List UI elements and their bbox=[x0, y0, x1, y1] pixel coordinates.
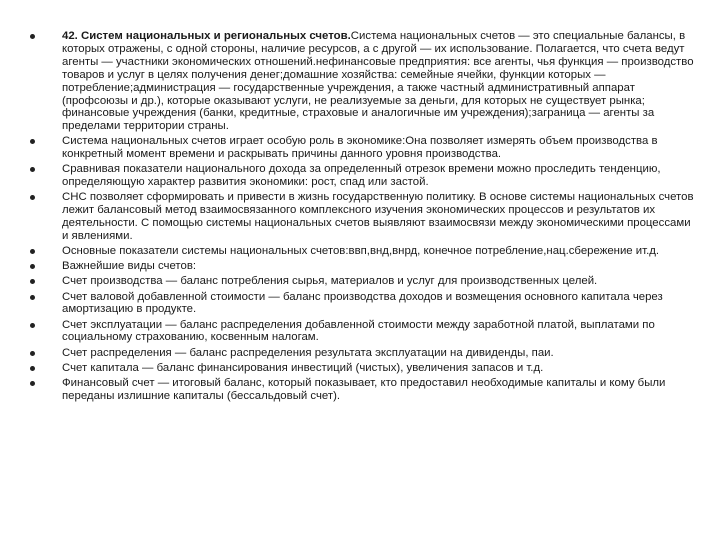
bullet-item bbox=[0, 163, 720, 189]
bullet-text: Система национальных счетов играет особую роль в экономике:Она позволяет измерять объем производства в конкретный момент времени и раскрывать причины данного уровня производства. bbox=[62, 135, 658, 161]
bullet-dot-icon bbox=[30, 195, 35, 200]
section-title: 42. Систем национальных и региональных счетов. bbox=[62, 30, 351, 42]
bullet-dot-icon bbox=[30, 323, 35, 328]
bullet-item bbox=[0, 347, 720, 360]
bullet-item bbox=[0, 362, 720, 375]
bullet-text: Важнейшие виды счетов: bbox=[62, 260, 197, 273]
bullet-dot-icon bbox=[30, 264, 35, 269]
bullet-item bbox=[0, 319, 720, 345]
bullet-text: Счет эксплуатации — баланс распределения добавленной стоимости между заработной платой, выплатами по социальному страхованию, косвенным налогам. bbox=[62, 318, 655, 344]
bullet-text: Основные показатели системы национальных счетов:ввп,внд,внрд, конечное потребление,нац.сбережение ит.д. bbox=[62, 245, 660, 258]
bullet-item bbox=[0, 377, 720, 403]
bullet-item bbox=[0, 291, 720, 317]
bullet-dot-icon bbox=[30, 34, 35, 39]
bullet-dot-icon bbox=[30, 249, 35, 254]
bullet-text: Сравнивая показатели национального дохода за определенный отрезок времени можно проследить тенденцию, определяющую характер развития экономики: рост, спад или застой. bbox=[62, 163, 661, 189]
bullet-text: Счет производства — баланс потребления сырья, материалов и услуг для производственных целей. bbox=[62, 275, 598, 288]
bullet-dot-icon bbox=[30, 139, 35, 144]
bullet-text: Счет валовой добавленной стоимости — баланс производства доходов и возмещения основного капитала через амортизацию в продукте. bbox=[62, 290, 663, 316]
bullet-text: Счет капитала — баланс финансирования инвестиций (чистых), увеличения запасов и т.д. bbox=[62, 361, 544, 374]
bullet-list bbox=[0, 30, 720, 405]
bullet-dot-icon bbox=[30, 351, 35, 356]
bullet-dot-icon bbox=[30, 366, 35, 371]
bullet-item bbox=[0, 30, 720, 133]
bullet-dot-icon bbox=[30, 295, 35, 300]
bullet-item bbox=[0, 191, 720, 243]
bullet-text: СНС позволяет сформировать и привести в жизнь государственную политику. В основе системы национальных счетов лежит балансовый метод взаимосвязанного комплексного изучения экономических процессов и результатов их деятельности. С помощью системы национальных счетов выявляют взаимосвязи между экономическими процессами и явлениями. bbox=[62, 191, 694, 243]
bullet-text: Счет распределения — баланс распределения результата эксплуатации на дивиденды, паи. bbox=[62, 346, 554, 359]
bullet-dot-icon bbox=[30, 279, 35, 284]
bullet-text: Финансовый счет — итоговый баланс, который показывает, кто предоставил необходимые капиталы и кому были переданы излишние капиталы (бессальдовый счет). bbox=[62, 376, 666, 402]
bullet-item bbox=[0, 245, 720, 258]
bullet-item bbox=[0, 135, 720, 161]
bullet-item bbox=[0, 275, 720, 288]
bullet-dot-icon bbox=[30, 381, 35, 386]
bullet-item bbox=[0, 260, 720, 273]
bullet-text: Система национальных счетов — это специальные балансы, в которых отражены, с одной стороны, наличие ресурсов, а с другой — их использование. Полагается, что счета ведут агенты — участники экономических отношений.нефинансовые предприятия: все агенты, чья функция — производство товаров и услуг в целях получения денег;домашние хозяйства: семейные ячейки, функции которых — потребление;администрация — государственные учреждения, а также частный административный аппарат (профсоюзы и др.), которые оказывают услуги, не реализуемые за деньги, для которых не существует рынка; финансовые учреждения (банки, кредитные, страховые и аналогичные им учреждения);заграница — агенты за пределами территории страны. bbox=[62, 30, 694, 133]
bullet-dot-icon bbox=[30, 167, 35, 172]
